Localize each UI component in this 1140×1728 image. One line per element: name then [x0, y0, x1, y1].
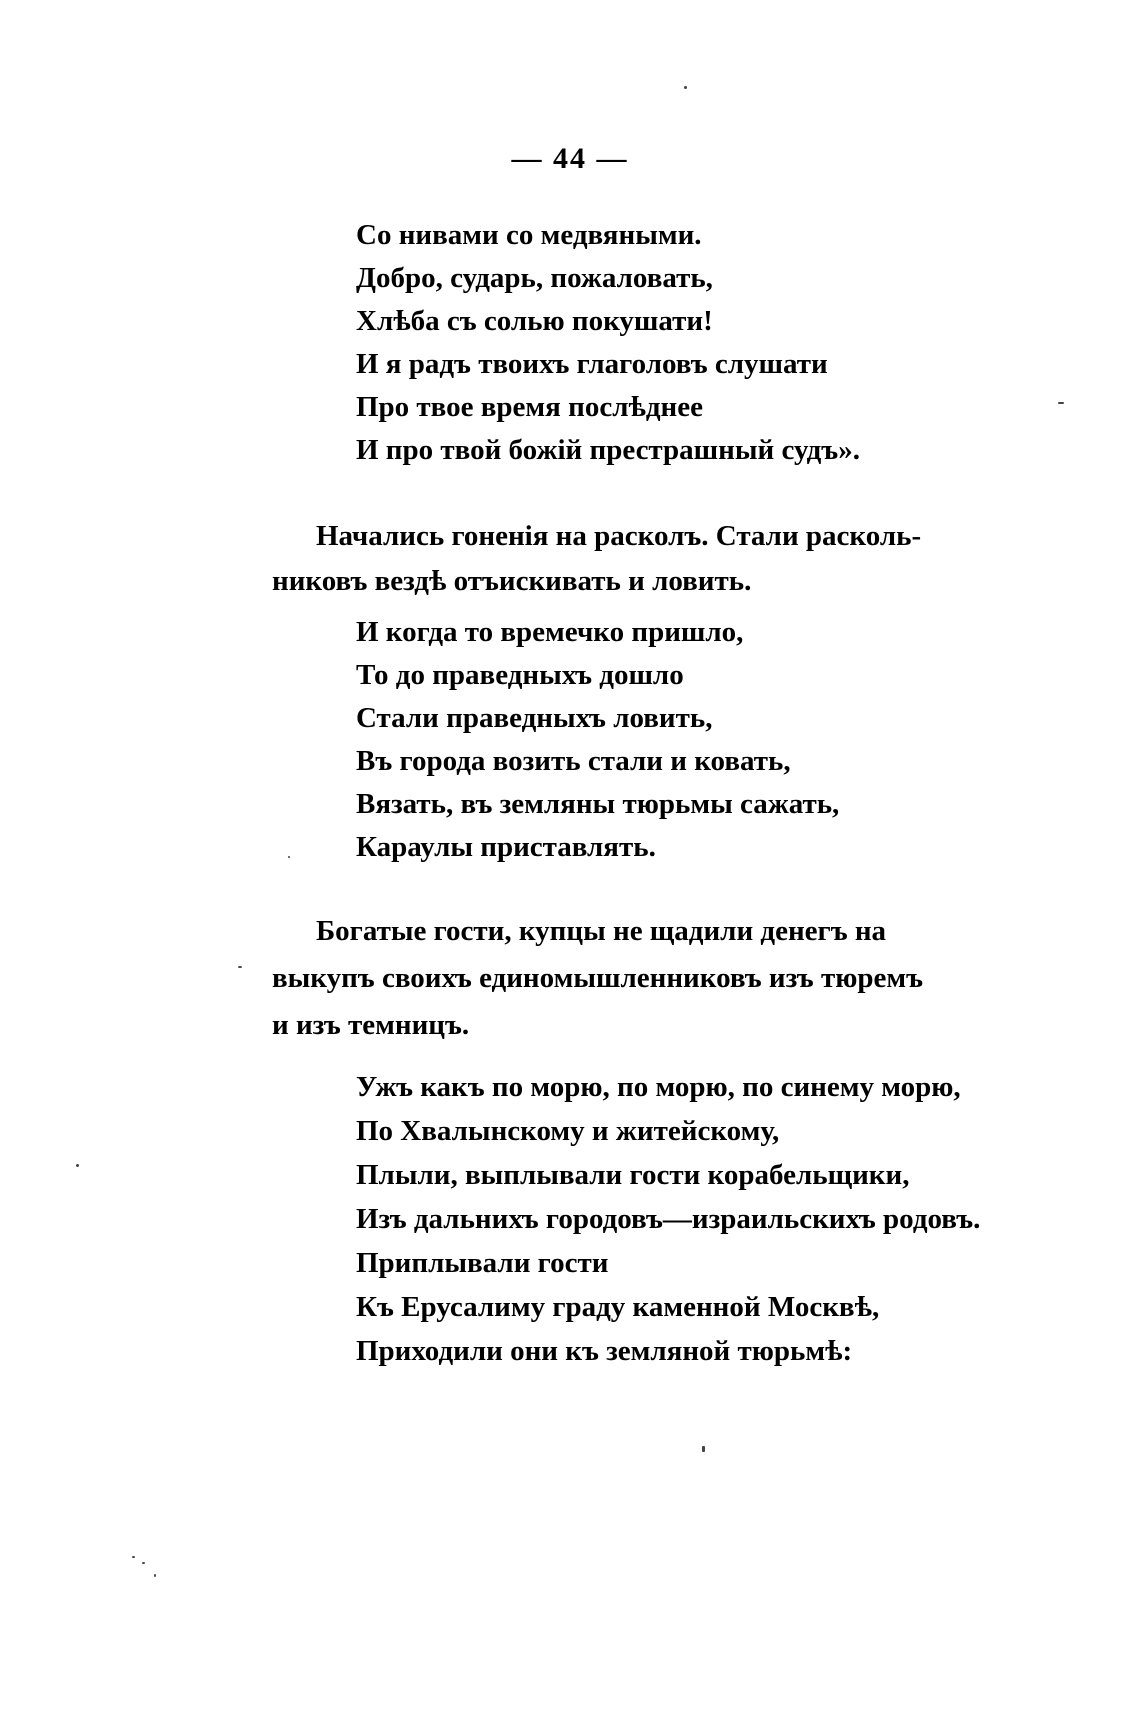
scan-speck [288, 856, 290, 858]
verse-line: И про твой божій престрашный судъ». [356, 434, 860, 466]
verse-line: Стали праведныхъ ловить, [356, 702, 713, 734]
verse-line: Ужъ какъ по морю, по морю, по синему морю, [356, 1071, 961, 1103]
verse-line: Караулы приставлять. [356, 831, 656, 863]
verse-line: Про твое время послѣднее [356, 391, 703, 423]
verse-line: Изъ дальнихъ городовъ—израильскихъ родовъ. [356, 1203, 981, 1235]
verse-line: По Хвалынскому и житейскому, [356, 1115, 780, 1147]
verse-line: И я радъ твоихъ глаголовъ слушати [356, 348, 828, 380]
verse-line: Хлѣба съ солью покушати! [356, 305, 713, 337]
page-number: — 44 — [511, 142, 629, 175]
scan-speck [76, 1164, 79, 1167]
verse-line: Со нивами со медвяными. [356, 219, 702, 251]
scan-speck [132, 1556, 135, 1558]
verse-line: Къ Ерусалиму граду каменной Москвѣ, [356, 1291, 880, 1323]
verse-line: То до праведныхъ дошло [356, 659, 684, 691]
scan-speck [238, 966, 242, 968]
verse-line: Въ города возить стали и ковать, [356, 745, 791, 777]
scan-speck [1058, 402, 1064, 404]
prose-line: Начались гоненія на расколъ. Стали расколь- [316, 520, 922, 552]
prose-line: никовъ вездѣ отъискивать и ловить. [272, 565, 752, 597]
verse-line: Плыли, выплывали гости корабельщики, [356, 1159, 910, 1191]
scan-speck [142, 1562, 145, 1564]
scan-speck [154, 1574, 156, 1577]
verse-line: Приходили они къ земляной тюрьмѣ: [356, 1335, 853, 1367]
prose-line: и изъ темницъ. [272, 1009, 470, 1041]
verse-line: И когда то времечко пришло, [356, 616, 744, 648]
verse-line: Добро, сударь, пожаловать, [356, 262, 713, 294]
verse-line: Вязать, въ земляны тюрьмы сажать, [356, 788, 840, 820]
prose-line: Богатые гости, купцы не щадили денегъ на [316, 915, 887, 947]
prose-line: выкупъ своихъ единомышленниковъ изъ тюремъ [272, 962, 924, 994]
scan-speck [684, 86, 687, 89]
verse-line: Приплывали гости [356, 1247, 609, 1279]
scan-speck [702, 1446, 705, 1452]
